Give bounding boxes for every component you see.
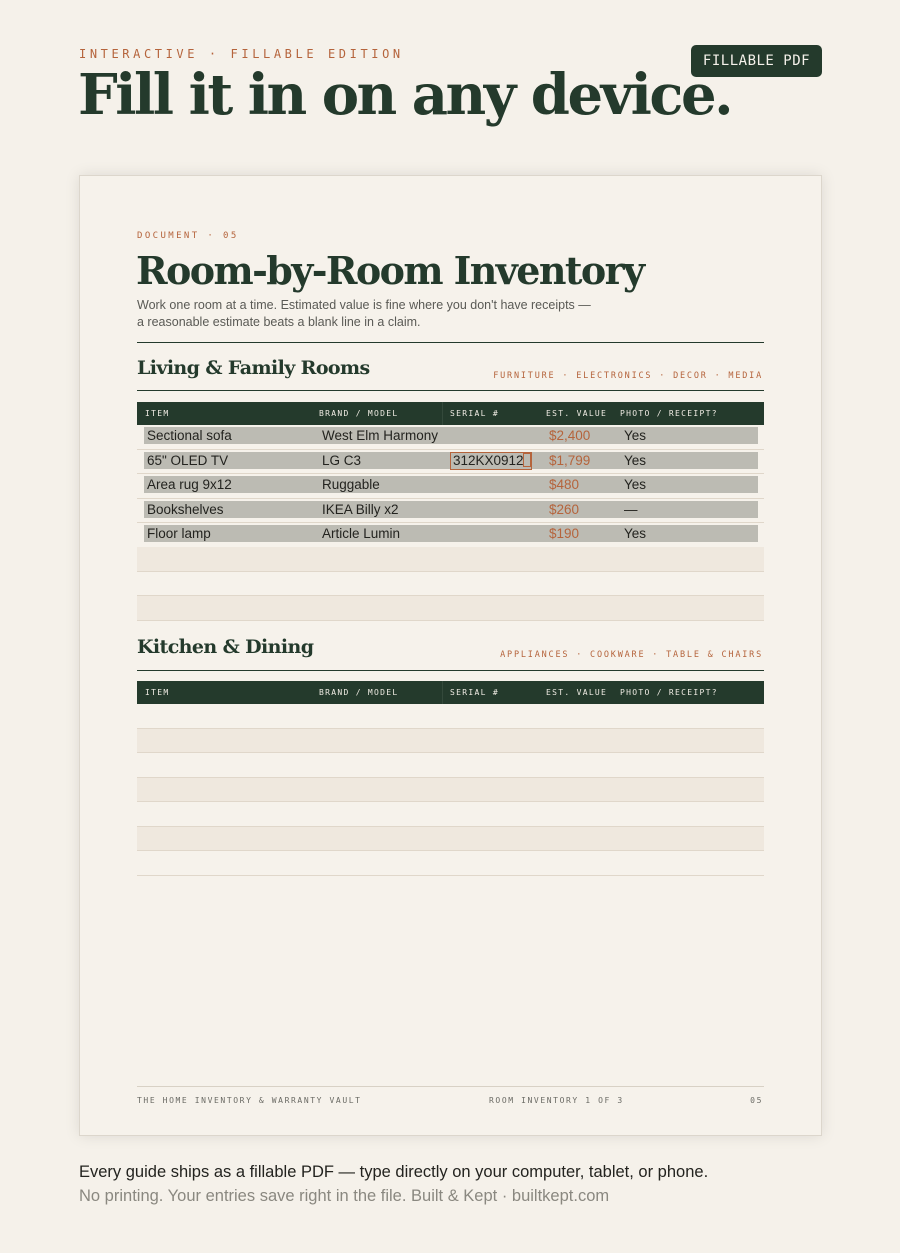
table-row xyxy=(137,450,764,475)
table-row xyxy=(137,425,764,450)
value-field[interactable]: $480 xyxy=(549,477,580,492)
table-row xyxy=(137,523,764,548)
document-intro: Work one room at a time. Estimated value is fine where you don't have receipts — a reasonable estimate beats a blank line in a claim. xyxy=(137,298,591,329)
table-header xyxy=(137,402,764,425)
brand-field[interactable]: West Elm Harmony xyxy=(322,428,439,443)
document-label: DOCUMENT · 05 xyxy=(137,231,239,241)
empty-row[interactable] xyxy=(137,547,764,572)
photo-field[interactable]: Yes xyxy=(624,526,647,541)
section-title-kitchen: Kitchen & Dining xyxy=(137,636,314,658)
empty-row[interactable] xyxy=(137,572,764,597)
value-field[interactable]: $260 xyxy=(549,501,580,517)
column-header-brand: BRAND / MODEL xyxy=(319,409,399,418)
footer-divider xyxy=(137,1086,764,1087)
photo-field[interactable]: Yes xyxy=(624,477,647,492)
document-sheet xyxy=(79,175,822,1136)
column-header-brand: BRAND / MODEL xyxy=(319,688,399,697)
brand-field[interactable]: Article Lumin xyxy=(322,526,401,541)
divider xyxy=(442,402,443,425)
table-row xyxy=(137,474,764,499)
page-headline: Fill it in on any device. xyxy=(78,62,732,128)
empty-row[interactable] xyxy=(137,704,764,729)
column-header-photo: PHOTO / RECEIPT? xyxy=(620,409,718,418)
item-field[interactable]: 65" OLED TV xyxy=(147,452,229,468)
footer-page-number: 05 xyxy=(750,1096,763,1105)
section-tags-kitchen: APPLIANCES · COOKWARE · TABLE & CHAIRS xyxy=(500,650,763,660)
empty-row[interactable] xyxy=(137,851,764,876)
form-field-row[interactable] xyxy=(144,525,758,542)
caption-line-1: Every guide ships as a fillable PDF — type directly on your computer, tablet, or phone. xyxy=(79,1163,709,1181)
form-field-row[interactable] xyxy=(144,427,758,444)
section-title-living: Living & Family Rooms xyxy=(137,357,370,379)
photo-field[interactable]: — xyxy=(624,501,638,517)
column-header-serial: SERIAL # xyxy=(450,688,499,697)
empty-row[interactable] xyxy=(137,827,764,852)
form-field-row[interactable] xyxy=(144,501,758,518)
divider xyxy=(137,390,764,391)
item-field[interactable]: Floor lamp xyxy=(147,526,211,541)
table-header xyxy=(137,681,764,704)
brand-field[interactable]: LG C3 xyxy=(322,452,362,468)
caption-line-2: No printing. Your entries save right in the file. Built & Kept · builtkept.com xyxy=(79,1187,610,1205)
column-header-value: EST. VALUE xyxy=(546,409,608,418)
empty-row[interactable] xyxy=(137,778,764,803)
column-header-serial: SERIAL # xyxy=(450,409,499,418)
divider xyxy=(137,342,764,343)
empty-row[interactable] xyxy=(137,729,764,754)
item-field[interactable]: Bookshelves xyxy=(147,501,224,517)
divider xyxy=(442,681,443,704)
divider xyxy=(137,670,764,671)
column-header-value: EST. VALUE xyxy=(546,688,608,697)
section-tags-living: FURNITURE · ELECTRONICS · DECOR · MEDIA xyxy=(493,371,763,381)
empty-row[interactable] xyxy=(137,596,764,621)
value-field[interactable]: $190 xyxy=(549,526,580,541)
fillable-pdf-badge: FILLABLE PDF xyxy=(691,45,822,77)
serial-field-active[interactable] xyxy=(450,452,532,470)
column-header-item: ITEM xyxy=(145,688,170,697)
table-row xyxy=(137,499,764,524)
footer-page-label: ROOM INVENTORY 1 OF 3 xyxy=(489,1096,624,1105)
photo-field[interactable]: Yes xyxy=(624,428,647,443)
brand-field[interactable]: IKEA Billy x2 xyxy=(322,501,399,517)
empty-row[interactable] xyxy=(137,802,764,827)
photo-field[interactable]: Yes xyxy=(624,452,647,468)
item-field[interactable]: Area rug 9x12 xyxy=(147,477,232,492)
column-header-item: ITEM xyxy=(145,409,170,418)
text-cursor xyxy=(523,453,531,467)
brand-field[interactable]: Ruggable xyxy=(322,477,380,492)
footer-left: THE HOME INVENTORY & WARRANTY VAULT xyxy=(137,1096,362,1105)
serial-field-text: 312KX0912 xyxy=(453,452,524,468)
item-field[interactable]: Sectional sofa xyxy=(147,428,232,443)
value-field[interactable]: $2,400 xyxy=(549,428,591,443)
form-field-row[interactable] xyxy=(144,476,758,493)
empty-row[interactable] xyxy=(137,753,764,778)
column-header-photo: PHOTO / RECEIPT? xyxy=(620,688,718,697)
edition-eyebrow: INTERACTIVE · FILLABLE EDITION xyxy=(79,47,404,61)
value-field[interactable]: $1,799 xyxy=(549,452,591,468)
document-title: Room-by-Room Inventory xyxy=(136,248,644,293)
